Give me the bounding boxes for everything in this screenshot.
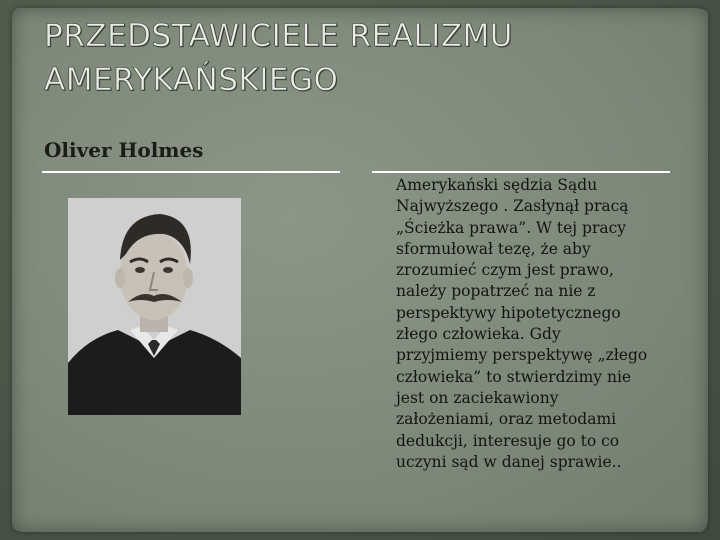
divider-right [372,171,670,173]
person-name: Oliver Holmes [44,138,204,162]
divider-left [42,171,340,173]
biography-text: Amerykański sędzia Sądu Najwyższego . Zasłynął pracą „Ścieżka prawa”. W tej pracy sformułował tezę, że aby zrozumieć czym jest prawo, należy popatrzeć na nie z perspektywy hipotetycznego złego człowieka. Gdy przyjmiemy perspektywę „złego człowieka” to stwierdzimy nie jest on zaciekawiony założeniami, oraz metodami dedukcji, interesuje go to co uczyni sąd w danej sprawie.. [396,176,648,471]
slide-title: PRZEDSTAWICIELE REALIZMU AMERYKAŃSKIEGO [44,18,513,98]
portrait-photo [68,198,241,415]
portrait-illustration [68,198,241,415]
